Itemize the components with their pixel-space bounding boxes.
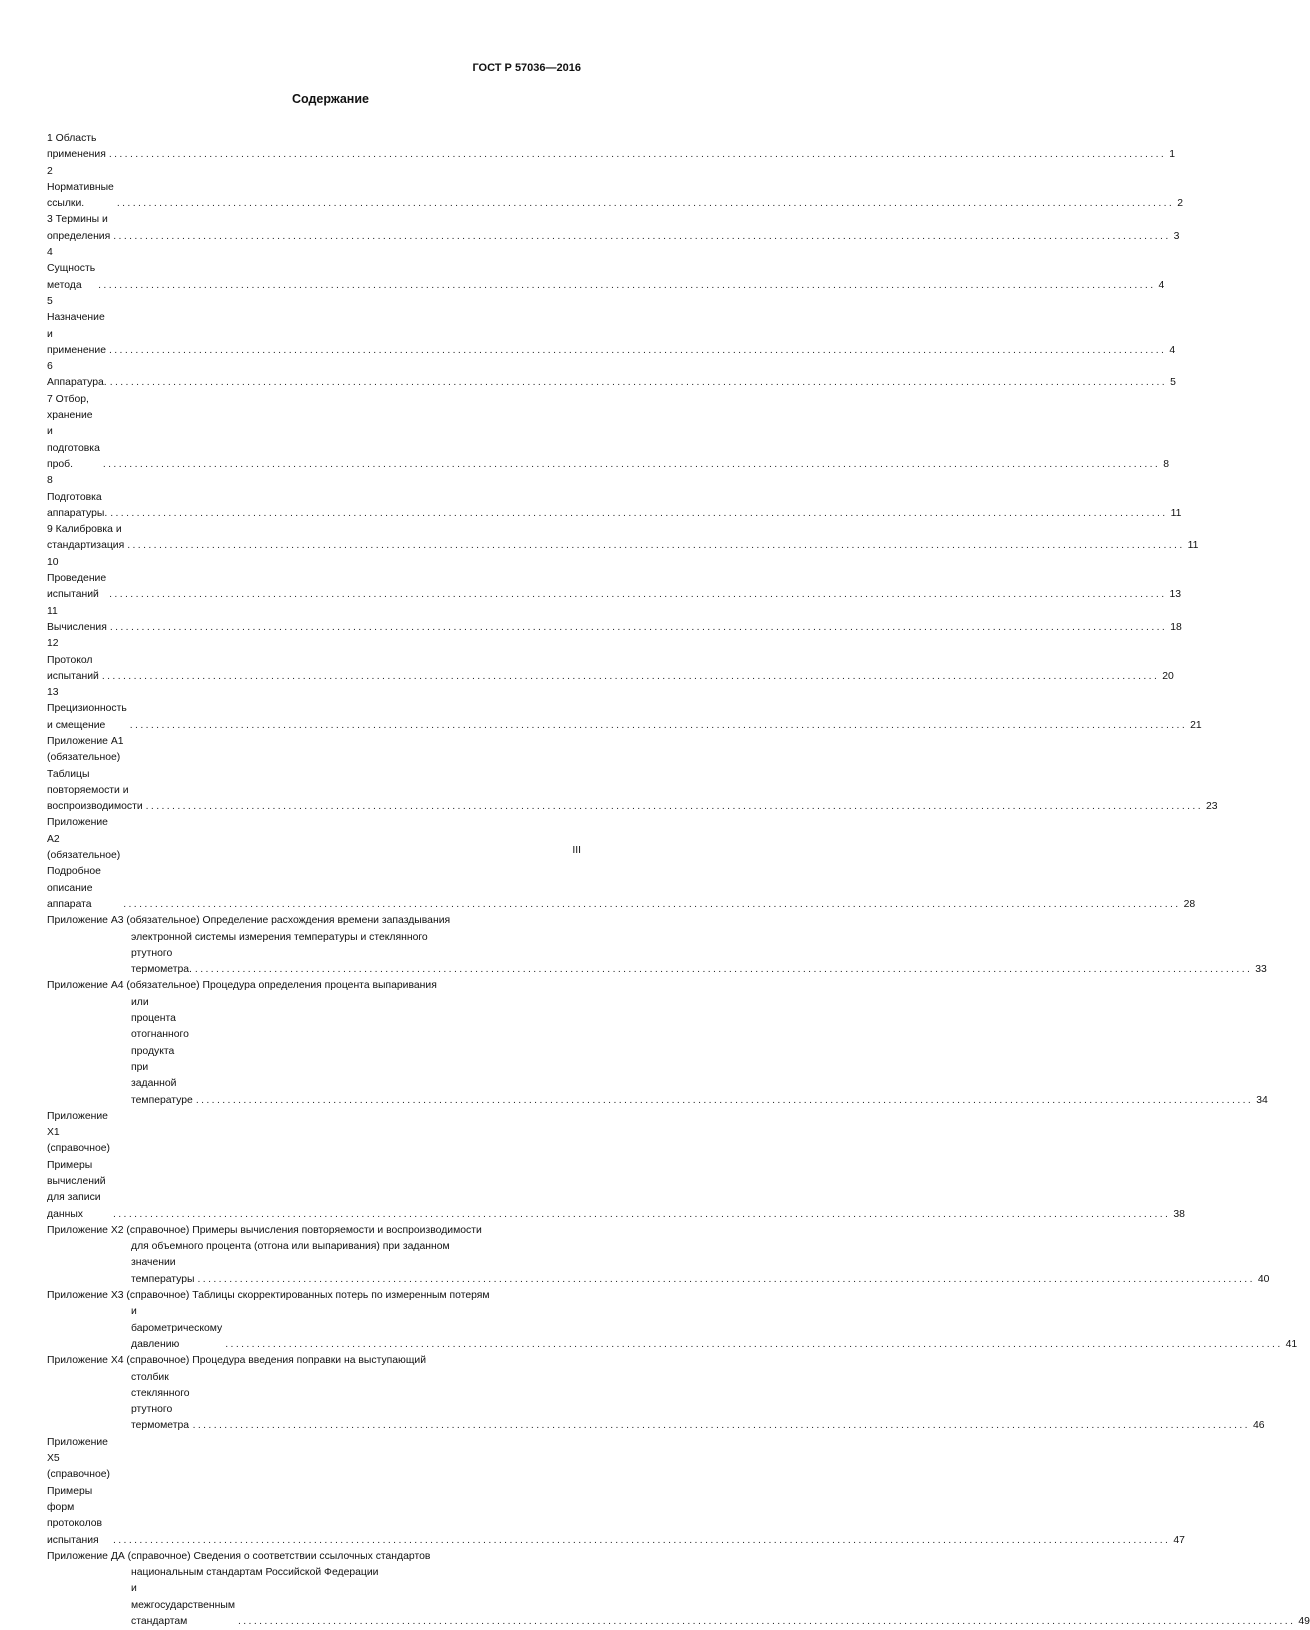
toc-entry bbox=[47, 1435, 1185, 1549]
toc-entry bbox=[47, 245, 1165, 294]
toc-page-number: 20 bbox=[1162, 670, 1174, 682]
toc-entry-line: Приложение А1 (обязательное) Таблицы повторяемости и воспроизводимости bbox=[47, 735, 143, 813]
dot-leader: ........................................................................................................................................................................................................ bbox=[192, 1420, 1250, 1432]
toc-page-number: 2 bbox=[1177, 198, 1183, 210]
dot-leader: ........................................................................................................................................................................................................ bbox=[109, 621, 1168, 633]
dot-leader: ........................................................................................................................................................................................................ bbox=[113, 230, 1171, 242]
toc-page-number: 11 bbox=[1187, 540, 1199, 552]
toc-entry-line: 2 Нормативные ссылки. bbox=[47, 165, 117, 210]
dot-leader: ........................................................................................................................................................................................................ bbox=[98, 279, 1156, 291]
toc-entry-line: электронной системы измерения температуры и стеклянного bbox=[131, 931, 428, 943]
toc-page-number: 33 bbox=[1255, 964, 1267, 976]
toc-entry-line: 4 Сущность метода bbox=[47, 247, 99, 291]
toc-page-number: 18 bbox=[1170, 621, 1182, 633]
toc-page-number: 40 bbox=[1257, 1273, 1270, 1285]
page-number: III bbox=[572, 845, 581, 856]
toc-entry-line: 3 Термины и определения bbox=[47, 214, 111, 242]
toc-entry-line: 9 Калибровка и стандартизация bbox=[47, 524, 125, 552]
toc-page-number: 23 bbox=[1206, 801, 1218, 813]
toc-entry-line: Приложение Х1 (справочное) Примеры вычислений для записи данных bbox=[47, 1110, 113, 1220]
toc-entry bbox=[47, 522, 1199, 555]
toc-page-number: 3 bbox=[1173, 230, 1180, 242]
toc-entry-line: для объемного процента (отгона или выпаривания) при заданном bbox=[131, 1241, 450, 1253]
dot-leader: ........................................................................................................................................................................................................ bbox=[237, 1616, 1296, 1628]
toc-page-number: 21 bbox=[1190, 719, 1202, 731]
dot-leader: ........................................................................................................................................................................................................ bbox=[123, 898, 1181, 910]
dot-leader: ........................................................................................................................................................................................................ bbox=[112, 1534, 1171, 1546]
toc-entry-line: 8 Подготовка аппаратуры. bbox=[47, 475, 108, 519]
toc-entry-line: 6 Аппаратура. bbox=[47, 361, 107, 389]
toc-entry-line: или процента отогнанного продукта при заданной температуре bbox=[131, 996, 193, 1106]
dot-leader: ........................................................................................................................................................................................................ bbox=[110, 507, 1168, 519]
toc-page-number: 49 bbox=[1298, 1616, 1310, 1628]
document-standard-number: ГОСТ Р 57036—2016 bbox=[472, 62, 581, 74]
toc-page-number: 11 bbox=[1170, 507, 1182, 519]
page-title: Содержание bbox=[291, 92, 369, 106]
toc-page-number: 38 bbox=[1173, 1208, 1185, 1220]
toc-entry-line: 7 Отбор, хранение и подготовка проб. bbox=[47, 393, 103, 470]
toc-page-number: 47 bbox=[1173, 1534, 1185, 1546]
dot-leader: ........................................................................................................................................................................................................ bbox=[116, 198, 1175, 210]
toc-page-number: 4 bbox=[1169, 344, 1176, 356]
toc-entry bbox=[47, 1223, 1270, 1288]
dot-leader: ........................................................................................................................................................................................................ bbox=[101, 670, 1160, 682]
toc-entry-line: Приложение Х4 (справочное) Процедура введения поправки на выступающий bbox=[47, 1355, 427, 1367]
toc-entry-line: и межгосударственным стандартам bbox=[131, 1583, 238, 1628]
toc-entry-line: Приложение А4 (обязательное) Процедура определения процента выпаривания bbox=[47, 980, 437, 992]
toc-entry-line: 11 Вычисления bbox=[47, 605, 107, 633]
toc-entry-line: национальным стандартам Российской Федерации bbox=[131, 1567, 379, 1579]
toc-entry-line: 5 Назначение и применение bbox=[47, 295, 108, 356]
toc-entry bbox=[47, 294, 1176, 359]
toc-entry bbox=[47, 473, 1182, 522]
toc-page-number: 13 bbox=[1169, 589, 1182, 601]
toc-entry bbox=[47, 212, 1180, 245]
toc-entry-line: Приложение Х3 (справочное) Таблицы скорректированных потерь по измеренным потерям bbox=[47, 1290, 490, 1302]
toc-entry bbox=[47, 1109, 1185, 1223]
dot-leader: ........................................................................................................................................................................................................ bbox=[109, 589, 1167, 601]
toc-entry bbox=[47, 734, 1218, 815]
toc-entry-line: 1 Область применения bbox=[47, 133, 106, 161]
toc-entry bbox=[47, 164, 1183, 213]
toc-entry bbox=[47, 604, 1182, 637]
toc-entry bbox=[47, 359, 1176, 392]
toc-entry-line: Приложение Х5 (справочное) Примеры форм протоколов испытания bbox=[47, 1436, 113, 1546]
toc-entry-line: Приложение А2 (обязательное) Подробное описание аппарата bbox=[47, 817, 124, 910]
toc-entry-line: столбик стеклянного ртутного термометра bbox=[131, 1371, 193, 1432]
dot-leader: ........................................................................................................................................................................................................ bbox=[194, 964, 1253, 976]
toc-entry bbox=[47, 1288, 1298, 1353]
dot-leader: ........................................................................................................................................................................................................ bbox=[108, 149, 1167, 161]
toc-entry bbox=[47, 1549, 1310, 1630]
toc-entry-line: Приложение А3 (обязательное) Определение расхождения времени запаздывания bbox=[47, 915, 451, 927]
dot-leader: ........................................................................................................................................................................................................ bbox=[102, 458, 1161, 470]
toc-entry-line: Приложение Х2 (справочное) Примеры вычисления повторяемости и воспроизводимости bbox=[47, 1224, 482, 1236]
toc-page-number: 4 bbox=[1158, 279, 1165, 291]
table-of-contents bbox=[47, 131, 1310, 1630]
toc-page-number: 8 bbox=[1163, 458, 1169, 470]
toc-page-number: 34 bbox=[1256, 1094, 1268, 1106]
toc-page-number: 5 bbox=[1170, 377, 1176, 389]
toc-page-number: 28 bbox=[1183, 898, 1196, 910]
toc-entry bbox=[47, 978, 1268, 1108]
toc-entry-line: и барометрическому давлению bbox=[131, 1306, 226, 1350]
dot-leader: ........................................................................................................................................................................................................ bbox=[112, 1208, 1171, 1220]
toc-entry bbox=[47, 555, 1182, 604]
toc-entry-line: Приложение ДА (справочное) Сведения о соответствии ссылочных стандартов bbox=[47, 1550, 431, 1562]
toc-entry bbox=[47, 685, 1202, 734]
toc-page-number: 1 bbox=[1169, 149, 1175, 161]
toc-entry bbox=[47, 815, 1196, 913]
dot-leader: ........................................................................................................................................................................................................ bbox=[225, 1338, 1283, 1350]
dot-leader: ........................................................................................................................................................................................................ bbox=[109, 377, 1168, 389]
toc-entry-line: 12 Протокол испытаний bbox=[47, 638, 99, 682]
toc-entry bbox=[47, 392, 1169, 473]
toc-entry-line: 10 Проведение испытаний bbox=[47, 556, 110, 601]
dot-leader: ........................................................................................................................................................................................................ bbox=[145, 801, 1203, 813]
toc-entry-line: 13 Прецизионность и смещение bbox=[47, 687, 130, 731]
dot-leader: ........................................................................................................................................................................................................ bbox=[127, 540, 1185, 552]
dot-leader: ........................................................................................................................................................................................................ bbox=[129, 719, 1188, 731]
toc-entry-line: значении температуры bbox=[131, 1257, 195, 1285]
toc-entry bbox=[47, 636, 1174, 685]
dot-leader: ........................................................................................................................................................................................................ bbox=[195, 1094, 1254, 1106]
toc-entry bbox=[47, 913, 1267, 978]
toc-entry bbox=[47, 131, 1175, 164]
dot-leader: ........................................................................................................................................................................................................ bbox=[108, 344, 1167, 356]
dot-leader: ........................................................................................................................................................................................................ bbox=[197, 1273, 1255, 1285]
toc-entry-line: ртутного термометра. bbox=[131, 947, 192, 976]
toc-page-number: 41 bbox=[1285, 1338, 1298, 1350]
toc-entry bbox=[47, 1353, 1265, 1434]
toc-page-number: 46 bbox=[1252, 1420, 1265, 1432]
